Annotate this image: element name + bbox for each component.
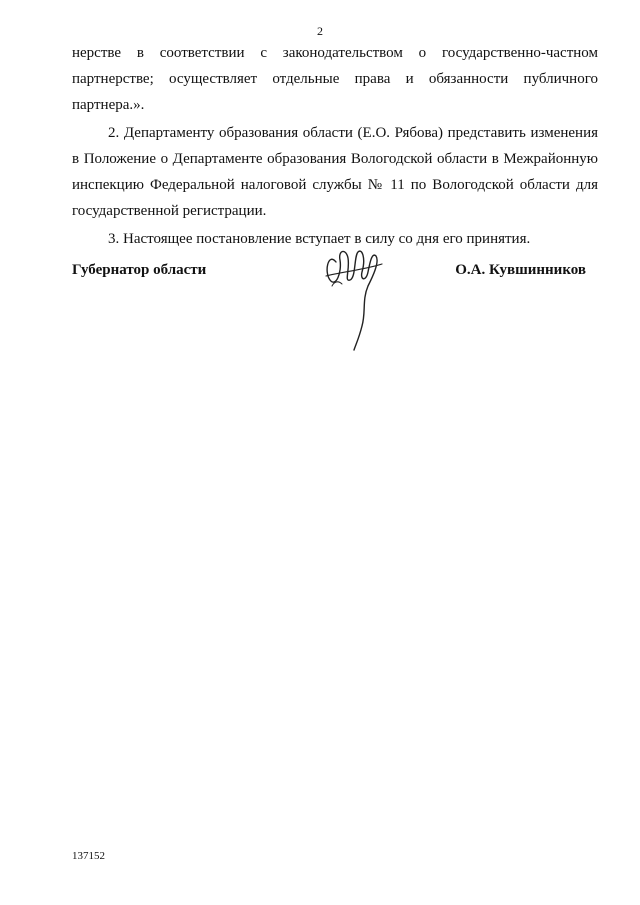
signature-icon xyxy=(322,242,392,352)
signer-name: О.А. Кувшинников xyxy=(455,262,586,278)
paragraph-2: 2. Департаменту образования области (Е.О. Рябова) представить изменения в Положение о Департаменте образования Вологодской области в Межрайонную инспекцию Федеральной налоговой службы № 11 по Вологодской области для государственной регистрации. xyxy=(72,125,598,219)
document-body xyxy=(72,40,598,252)
document-id: 137152 xyxy=(72,850,105,862)
signer-position: Губернатор области xyxy=(72,262,207,278)
page-number: 2 xyxy=(317,24,323,38)
paragraph-continuation: нерстве в соответствии с законодательством о государственно-частном партнерстве; осуществляет отдельные права и обязанности публичного партнера.». xyxy=(72,45,598,113)
paragraph-3: 3. Настоящее постановление вступает в силу со дня его принятия. xyxy=(108,231,531,247)
signature-block xyxy=(72,258,598,358)
